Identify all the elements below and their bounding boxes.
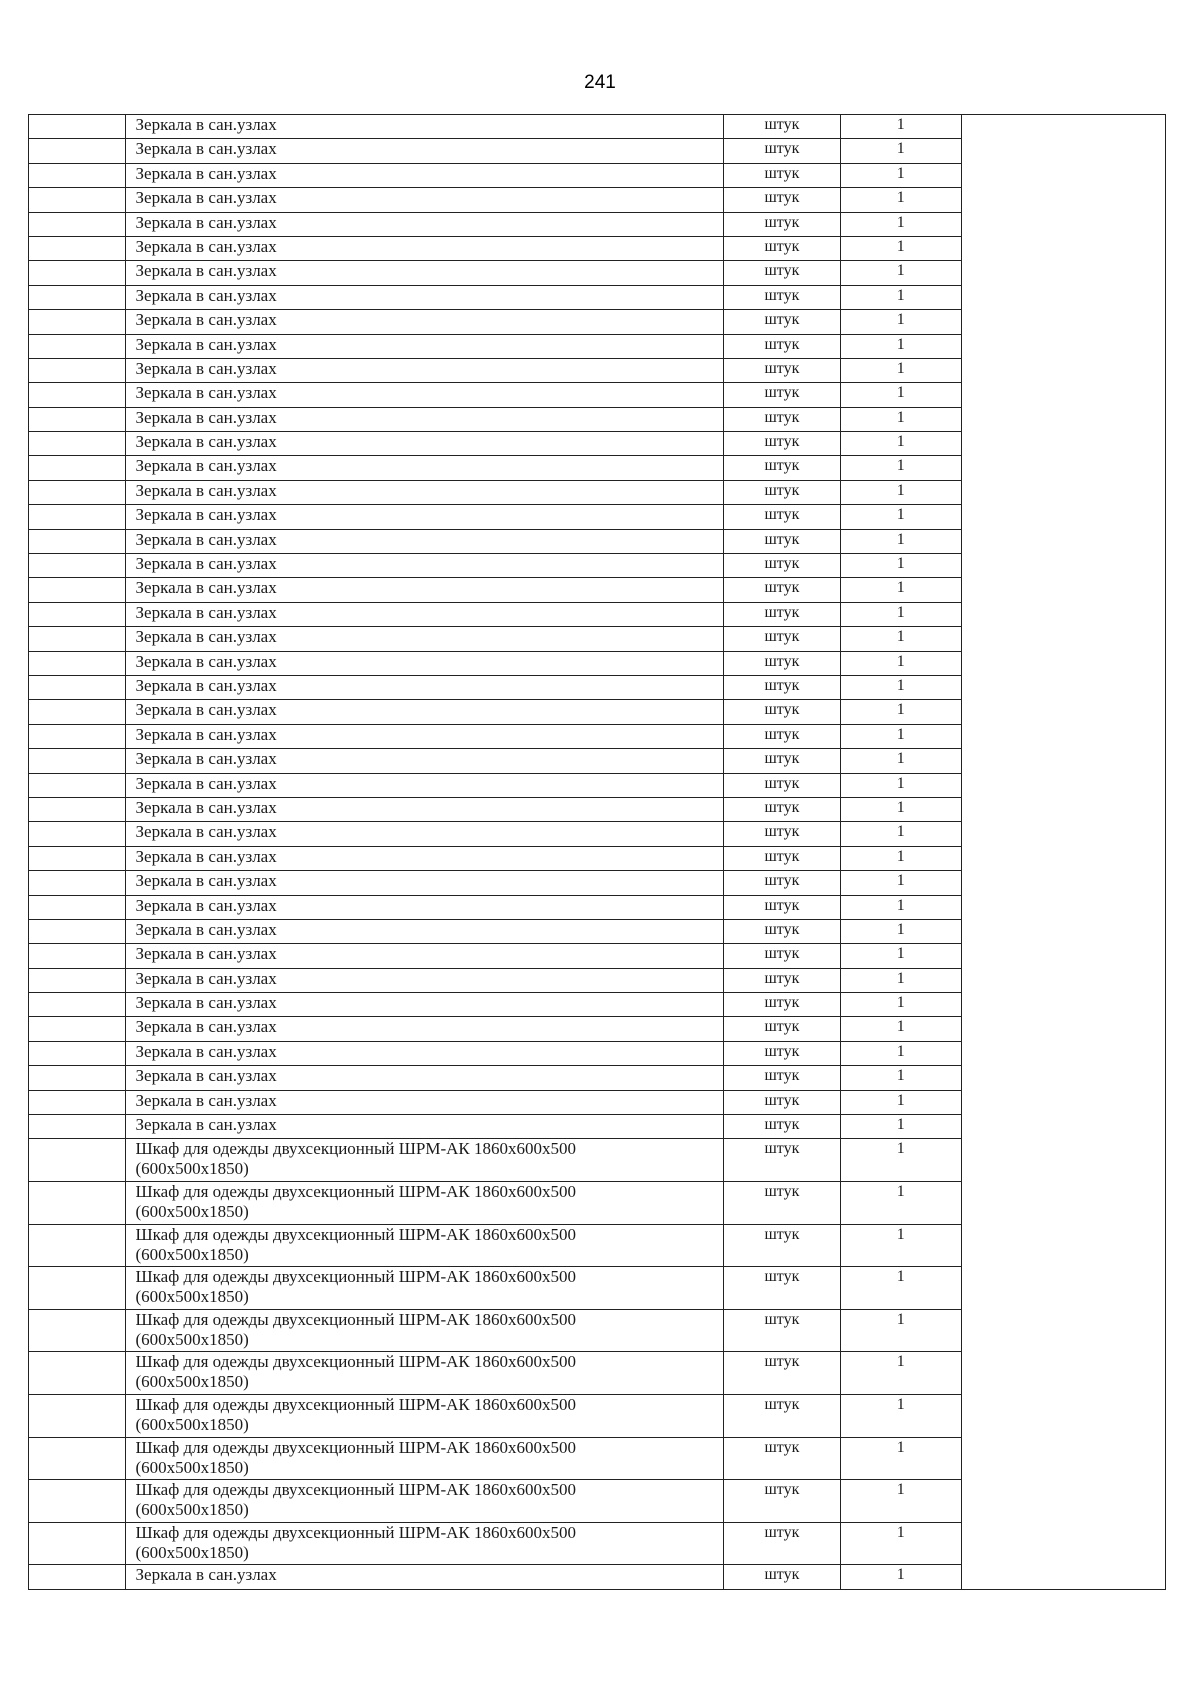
item-name-cell: Зеркала в сан.узлах bbox=[125, 602, 723, 626]
item-name-cell: Зеркала в сан.узлах bbox=[125, 456, 723, 480]
quantity-cell: 1 bbox=[840, 1522, 961, 1565]
quantity-cell: 1 bbox=[840, 285, 961, 309]
unit-cell: штук bbox=[723, 1115, 840, 1139]
unit-cell: штук bbox=[723, 846, 840, 870]
row-number-cell bbox=[29, 1437, 126, 1480]
unit-cell: штук bbox=[723, 1041, 840, 1065]
row-number-cell bbox=[29, 383, 126, 407]
unit-cell: штук bbox=[723, 675, 840, 699]
quantity-cell: 1 bbox=[840, 993, 961, 1017]
row-number-cell bbox=[29, 749, 126, 773]
item-name-cell: Зеркала в сан.узлах bbox=[125, 115, 723, 139]
quantity-cell: 1 bbox=[840, 334, 961, 358]
row-number-cell bbox=[29, 1394, 126, 1437]
unit-cell: штук bbox=[723, 1309, 840, 1352]
unit-cell: штук bbox=[723, 261, 840, 285]
row-number-cell bbox=[29, 139, 126, 163]
unit-cell: штук bbox=[723, 1066, 840, 1090]
item-name-cell: Зеркала в сан.узлах bbox=[125, 871, 723, 895]
unit-cell: штук bbox=[723, 115, 840, 139]
unit-cell: штук bbox=[723, 188, 840, 212]
unit-cell: штук bbox=[723, 724, 840, 748]
quantity-cell: 1 bbox=[840, 1565, 961, 1589]
quantity-cell: 1 bbox=[840, 749, 961, 773]
row-number-cell bbox=[29, 1522, 126, 1565]
quantity-cell: 1 bbox=[840, 846, 961, 870]
row-number-cell bbox=[29, 968, 126, 992]
unit-cell: штук bbox=[723, 407, 840, 431]
item-name-cell: Шкаф для одежды двухсекционный ШРМ-АК 1860х600х500 (600х500х1850) bbox=[125, 1480, 723, 1523]
row-number-cell bbox=[29, 554, 126, 578]
quantity-cell: 1 bbox=[840, 212, 961, 236]
item-name-cell: Шкаф для одежды двухсекционный ШРМ-АК 1860х600х500 (600х500х1850) bbox=[125, 1394, 723, 1437]
inventory-table-body bbox=[29, 115, 1166, 1590]
item-name-cell: Шкаф для одежды двухсекционный ШРМ-АК 1860х600х500 (600х500х1850) bbox=[125, 1309, 723, 1352]
item-name-cell: Шкаф для одежды двухсекционный ШРМ-АК 1860х600х500 (600х500х1850) bbox=[125, 1182, 723, 1225]
unit-cell: штук bbox=[723, 432, 840, 456]
item-name-cell: Зеркала в сан.узлах bbox=[125, 919, 723, 943]
unit-cell: штук bbox=[723, 334, 840, 358]
row-number-cell bbox=[29, 1041, 126, 1065]
quantity-cell: 1 bbox=[840, 822, 961, 846]
quantity-cell: 1 bbox=[840, 1309, 961, 1352]
quantity-cell: 1 bbox=[840, 236, 961, 260]
quantity-cell: 1 bbox=[840, 1066, 961, 1090]
item-name-cell: Зеркала в сан.узлах bbox=[125, 1090, 723, 1114]
unit-cell: штук bbox=[723, 968, 840, 992]
unit-cell: штук bbox=[723, 529, 840, 553]
row-number-cell bbox=[29, 358, 126, 382]
unit-cell: штук bbox=[723, 651, 840, 675]
quantity-cell: 1 bbox=[840, 383, 961, 407]
row-number-cell bbox=[29, 285, 126, 309]
row-number-cell bbox=[29, 480, 126, 504]
quantity-cell: 1 bbox=[840, 700, 961, 724]
item-name-cell: Зеркала в сан.узлах bbox=[125, 651, 723, 675]
unit-cell: штук bbox=[723, 554, 840, 578]
quantity-cell: 1 bbox=[840, 1224, 961, 1267]
unit-cell: штук bbox=[723, 358, 840, 382]
row-number-cell bbox=[29, 822, 126, 846]
inventory-table bbox=[28, 114, 1166, 1590]
item-name-cell: Зеркала в сан.узлах bbox=[125, 895, 723, 919]
row-number-cell bbox=[29, 529, 126, 553]
quantity-cell: 1 bbox=[840, 456, 961, 480]
row-number-cell bbox=[29, 602, 126, 626]
row-number-cell bbox=[29, 505, 126, 529]
quantity-cell: 1 bbox=[840, 1437, 961, 1480]
unit-cell: штук bbox=[723, 212, 840, 236]
item-name-cell: Зеркала в сан.узлах bbox=[125, 383, 723, 407]
unit-cell: штук bbox=[723, 1480, 840, 1523]
quantity-cell: 1 bbox=[840, 480, 961, 504]
row-number-cell bbox=[29, 773, 126, 797]
row-number-cell bbox=[29, 1565, 126, 1589]
table-row bbox=[29, 115, 1166, 139]
quantity-cell: 1 bbox=[840, 310, 961, 334]
row-number-cell bbox=[29, 407, 126, 431]
row-number-cell bbox=[29, 1066, 126, 1090]
unit-cell: штук bbox=[723, 993, 840, 1017]
quantity-cell: 1 bbox=[840, 651, 961, 675]
item-name-cell: Зеркала в сан.узлах bbox=[125, 432, 723, 456]
row-number-cell bbox=[29, 1090, 126, 1114]
item-name-cell: Зеркала в сан.узлах bbox=[125, 700, 723, 724]
unit-cell: штук bbox=[723, 1437, 840, 1480]
quantity-cell: 1 bbox=[840, 627, 961, 651]
quantity-cell: 1 bbox=[840, 1480, 961, 1523]
item-name-cell: Зеркала в сан.узлах bbox=[125, 285, 723, 309]
quantity-cell: 1 bbox=[840, 1352, 961, 1395]
unit-cell: штук bbox=[723, 1090, 840, 1114]
row-number-cell bbox=[29, 919, 126, 943]
quantity-cell: 1 bbox=[840, 944, 961, 968]
unit-cell: штук bbox=[723, 700, 840, 724]
item-name-cell: Зеркала в сан.узлах bbox=[125, 1565, 723, 1589]
row-number-cell bbox=[29, 651, 126, 675]
row-number-cell bbox=[29, 797, 126, 821]
row-number-cell bbox=[29, 1309, 126, 1352]
item-name-cell: Зеркала в сан.узлах bbox=[125, 822, 723, 846]
item-name-cell: Зеркала в сан.узлах bbox=[125, 505, 723, 529]
unit-cell: штук bbox=[723, 1139, 840, 1182]
row-number-cell bbox=[29, 163, 126, 187]
item-name-cell: Зеркала в сан.узлах bbox=[125, 139, 723, 163]
quantity-cell: 1 bbox=[840, 1041, 961, 1065]
item-name-cell: Зеркала в сан.узлах bbox=[125, 1066, 723, 1090]
item-name-cell: Шкаф для одежды двухсекционный ШРМ-АК 1860х600х500 (600х500х1850) bbox=[125, 1139, 723, 1182]
quantity-cell: 1 bbox=[840, 188, 961, 212]
unit-cell: штук bbox=[723, 797, 840, 821]
quantity-cell: 1 bbox=[840, 358, 961, 382]
unit-cell: штук bbox=[723, 1565, 840, 1589]
item-name-cell: Зеркала в сан.узлах bbox=[125, 797, 723, 821]
quantity-cell: 1 bbox=[840, 115, 961, 139]
unit-cell: штук bbox=[723, 1522, 840, 1565]
item-name-cell: Зеркала в сан.узлах bbox=[125, 334, 723, 358]
unit-cell: штук bbox=[723, 871, 840, 895]
row-number-cell bbox=[29, 1224, 126, 1267]
item-name-cell: Шкаф для одежды двухсекционный ШРМ-АК 1860х600х500 (600х500х1850) bbox=[125, 1352, 723, 1395]
row-number-cell bbox=[29, 1017, 126, 1041]
item-name-cell: Зеркала в сан.узлах bbox=[125, 310, 723, 334]
unit-cell: штук bbox=[723, 456, 840, 480]
quantity-cell: 1 bbox=[840, 919, 961, 943]
note-cell bbox=[961, 115, 1165, 1590]
row-number-cell bbox=[29, 1267, 126, 1310]
unit-cell: штук bbox=[723, 236, 840, 260]
row-number-cell bbox=[29, 261, 126, 285]
quantity-cell: 1 bbox=[840, 1139, 961, 1182]
quantity-cell: 1 bbox=[840, 797, 961, 821]
quantity-cell: 1 bbox=[840, 554, 961, 578]
unit-cell: штук bbox=[723, 383, 840, 407]
quantity-cell: 1 bbox=[840, 407, 961, 431]
unit-cell: штук bbox=[723, 1394, 840, 1437]
row-number-cell bbox=[29, 1352, 126, 1395]
quantity-cell: 1 bbox=[840, 529, 961, 553]
unit-cell: штук bbox=[723, 895, 840, 919]
quantity-cell: 1 bbox=[840, 1267, 961, 1310]
item-name-cell: Зеркала в сан.узлах bbox=[125, 236, 723, 260]
item-name-cell: Зеркала в сан.узлах bbox=[125, 846, 723, 870]
row-number-cell bbox=[29, 700, 126, 724]
unit-cell: штук bbox=[723, 1224, 840, 1267]
quantity-cell: 1 bbox=[840, 432, 961, 456]
item-name-cell: Зеркала в сан.узлах bbox=[125, 1041, 723, 1065]
row-number-cell bbox=[29, 115, 126, 139]
row-number-cell bbox=[29, 895, 126, 919]
quantity-cell: 1 bbox=[840, 1115, 961, 1139]
item-name-cell: Зеркала в сан.узлах bbox=[125, 578, 723, 602]
unit-cell: штук bbox=[723, 627, 840, 651]
item-name-cell: Зеркала в сан.узлах bbox=[125, 480, 723, 504]
quantity-cell: 1 bbox=[840, 895, 961, 919]
unit-cell: штук bbox=[723, 480, 840, 504]
row-number-cell bbox=[29, 871, 126, 895]
item-name-cell: Зеркала в сан.узлах bbox=[125, 407, 723, 431]
unit-cell: штук bbox=[723, 944, 840, 968]
quantity-cell: 1 bbox=[840, 1017, 961, 1041]
row-number-cell bbox=[29, 944, 126, 968]
item-name-cell: Зеркала в сан.узлах bbox=[125, 529, 723, 553]
item-name-cell: Зеркала в сан.узлах bbox=[125, 749, 723, 773]
item-name-cell: Зеркала в сан.узлах bbox=[125, 212, 723, 236]
item-name-cell: Зеркала в сан.узлах bbox=[125, 554, 723, 578]
item-name-cell: Шкаф для одежды двухсекционный ШРМ-АК 1860х600х500 (600х500х1850) bbox=[125, 1437, 723, 1480]
row-number-cell bbox=[29, 188, 126, 212]
unit-cell: штук bbox=[723, 919, 840, 943]
row-number-cell bbox=[29, 993, 126, 1017]
unit-cell: штук bbox=[723, 285, 840, 309]
row-number-cell bbox=[29, 212, 126, 236]
row-number-cell bbox=[29, 1115, 126, 1139]
row-number-cell bbox=[29, 1480, 126, 1523]
item-name-cell: Зеркала в сан.узлах bbox=[125, 358, 723, 382]
item-name-cell: Зеркала в сан.узлах bbox=[125, 627, 723, 651]
item-name-cell: Зеркала в сан.узлах bbox=[125, 993, 723, 1017]
unit-cell: штук bbox=[723, 310, 840, 334]
unit-cell: штук bbox=[723, 578, 840, 602]
quantity-cell: 1 bbox=[840, 871, 961, 895]
row-number-cell bbox=[29, 846, 126, 870]
item-name-cell: Зеркала в сан.узлах bbox=[125, 1115, 723, 1139]
row-number-cell bbox=[29, 334, 126, 358]
row-number-cell bbox=[29, 675, 126, 699]
unit-cell: штук bbox=[723, 1182, 840, 1225]
unit-cell: штук bbox=[723, 602, 840, 626]
unit-cell: штук bbox=[723, 1352, 840, 1395]
quantity-cell: 1 bbox=[840, 578, 961, 602]
unit-cell: штук bbox=[723, 1267, 840, 1310]
item-name-cell: Зеркала в сан.узлах bbox=[125, 724, 723, 748]
row-number-cell bbox=[29, 310, 126, 334]
row-number-cell bbox=[29, 432, 126, 456]
quantity-cell: 1 bbox=[840, 773, 961, 797]
quantity-cell: 1 bbox=[840, 675, 961, 699]
row-number-cell bbox=[29, 724, 126, 748]
row-number-cell bbox=[29, 456, 126, 480]
unit-cell: штук bbox=[723, 749, 840, 773]
page-number: 241 bbox=[584, 72, 616, 93]
quantity-cell: 1 bbox=[840, 163, 961, 187]
item-name-cell: Зеркала в сан.узлах bbox=[125, 944, 723, 968]
item-name-cell: Шкаф для одежды двухсекционный ШРМ-АК 1860х600х500 (600х500х1850) bbox=[125, 1267, 723, 1310]
unit-cell: штук bbox=[723, 163, 840, 187]
item-name-cell: Зеркала в сан.узлах bbox=[125, 675, 723, 699]
row-number-cell bbox=[29, 627, 126, 651]
item-name-cell: Зеркала в сан.узлах bbox=[125, 968, 723, 992]
unit-cell: штук bbox=[723, 505, 840, 529]
quantity-cell: 1 bbox=[840, 1090, 961, 1114]
row-number-cell bbox=[29, 1182, 126, 1225]
item-name-cell: Зеркала в сан.узлах bbox=[125, 773, 723, 797]
item-name-cell: Шкаф для одежды двухсекционный ШРМ-АК 1860х600х500 (600х500х1850) bbox=[125, 1224, 723, 1267]
row-number-cell bbox=[29, 236, 126, 260]
quantity-cell: 1 bbox=[840, 139, 961, 163]
item-name-cell: Зеркала в сан.узлах bbox=[125, 188, 723, 212]
item-name-cell: Зеркала в сан.узлах bbox=[125, 261, 723, 285]
unit-cell: штук bbox=[723, 773, 840, 797]
item-name-cell: Зеркала в сан.узлах bbox=[125, 163, 723, 187]
row-number-cell bbox=[29, 1139, 126, 1182]
row-number-cell bbox=[29, 578, 126, 602]
quantity-cell: 1 bbox=[840, 724, 961, 748]
quantity-cell: 1 bbox=[840, 968, 961, 992]
item-name-cell: Шкаф для одежды двухсекционный ШРМ-АК 1860х600х500 (600х500х1850) bbox=[125, 1522, 723, 1565]
quantity-cell: 1 bbox=[840, 602, 961, 626]
unit-cell: штук bbox=[723, 1017, 840, 1041]
quantity-cell: 1 bbox=[840, 505, 961, 529]
quantity-cell: 1 bbox=[840, 1182, 961, 1225]
unit-cell: штук bbox=[723, 139, 840, 163]
quantity-cell: 1 bbox=[840, 261, 961, 285]
unit-cell: штук bbox=[723, 822, 840, 846]
quantity-cell: 1 bbox=[840, 1394, 961, 1437]
item-name-cell: Зеркала в сан.узлах bbox=[125, 1017, 723, 1041]
